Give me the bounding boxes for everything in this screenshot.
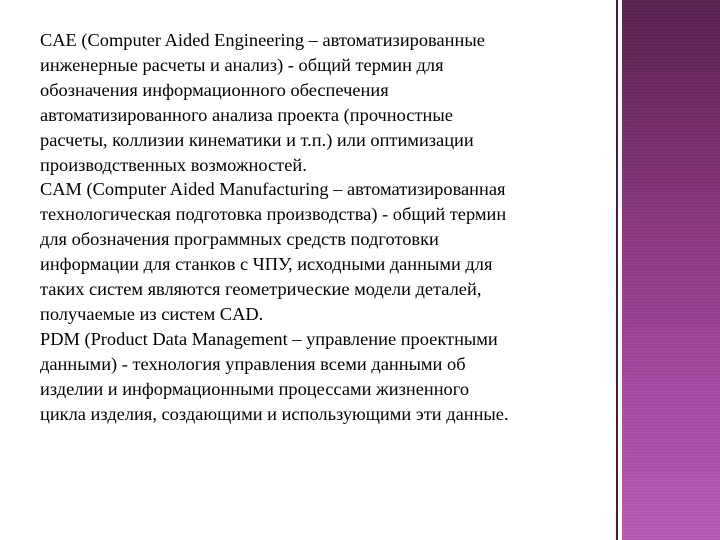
text-line: PDM (Product Data Management – управление проектными: [40, 328, 498, 349]
text-line: информации для станков с ЧПУ, исходными данными для: [40, 254, 493, 275]
text-line: CAM (Computer Aided Manufacturing – автоматизированная: [40, 179, 506, 200]
decorative-side-panel: [622, 0, 720, 540]
text-line: изделии и информационными процессами жизненного: [40, 378, 470, 399]
text-line: обозначения информационного обеспечения: [40, 79, 389, 100]
slide-body-text: [40, 28, 620, 427]
text-line: расчеты, коллизии кинематики и т.п.) или оптимизации: [40, 129, 474, 150]
text-line: данными) - технология управления всеми данными об: [40, 353, 466, 374]
text-line: цикла изделия, создающими и использующими эти данные.: [40, 403, 509, 424]
text-line: для обозначения программных средств подготовки: [40, 229, 439, 250]
text-line: таких систем являются геометрические модели деталей,: [40, 279, 482, 300]
paragraph-pdm: [40, 327, 620, 427]
text-line: инженерные расчеты и анализ) - общий термин для: [40, 54, 444, 75]
text-line: технологическая подготовка производства) - общий термин: [40, 204, 507, 225]
text-line: получаемые из систем CAD.: [40, 303, 264, 324]
text-line: автоматизированного анализа проекта (прочностные: [40, 104, 453, 125]
text-line: CAE (Computer Aided Engineering – автоматизированные: [40, 30, 485, 50]
text-line: производственных возможностей.: [40, 154, 307, 175]
paragraph-cam: [40, 177, 620, 326]
paragraph-cae: [40, 28, 620, 177]
